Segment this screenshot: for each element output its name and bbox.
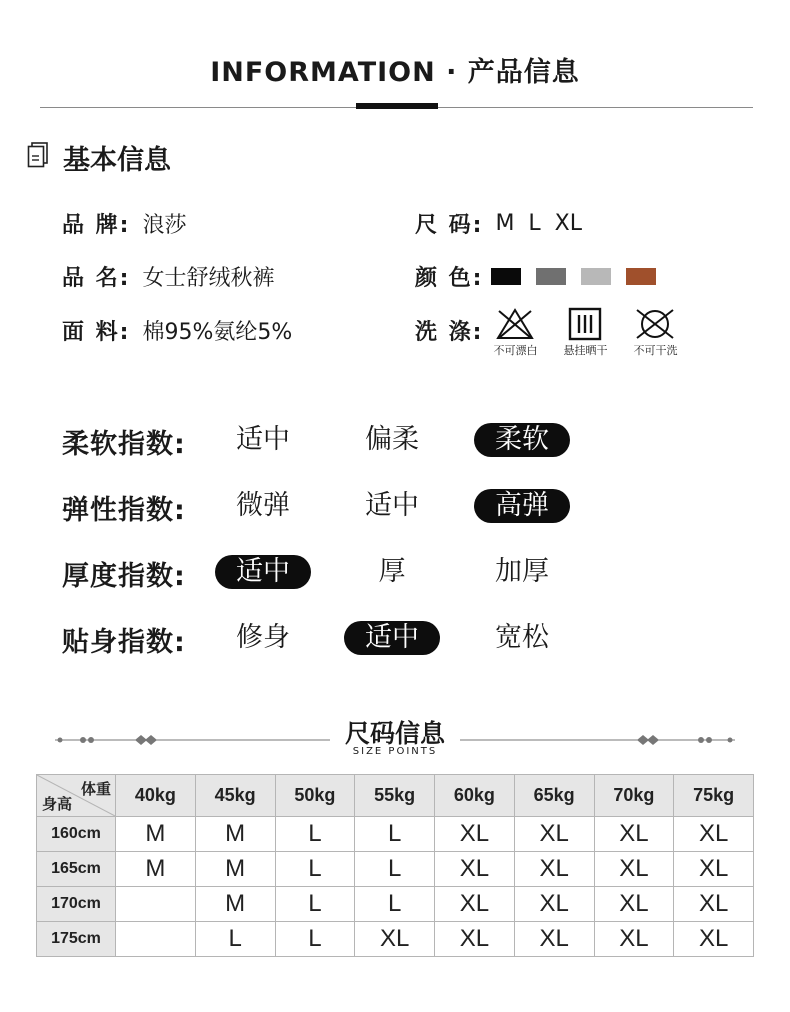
size-cell: XL xyxy=(674,817,754,852)
weight-header: 70kg xyxy=(594,775,674,817)
size-cell: XL xyxy=(594,887,674,922)
brand-value: 浪莎 xyxy=(142,213,187,238)
no-wash-icon xyxy=(634,307,676,341)
material-value: 棉95%氨纶5% xyxy=(142,320,293,345)
size-cell: XL xyxy=(594,922,674,957)
care-label: 不可干洗 xyxy=(633,344,678,357)
no-bleach-icon xyxy=(494,307,536,341)
table-row xyxy=(37,922,754,957)
size-value: M L XL xyxy=(495,211,583,236)
index-option-selected: 高弹 xyxy=(474,489,570,523)
height-cell: 165cm xyxy=(37,852,116,887)
height-cell: 160cm xyxy=(37,817,116,852)
index-option: 适中 xyxy=(365,490,419,521)
color-swatch xyxy=(626,268,656,285)
name-label: 品 名: xyxy=(62,266,131,291)
index-option: 修身 xyxy=(236,622,290,653)
care-label: 悬挂晒干 xyxy=(563,344,608,357)
document-icon xyxy=(27,142,49,168)
size-cell: XL xyxy=(435,817,515,852)
size-cell: M xyxy=(195,887,275,922)
size-cell: L xyxy=(275,887,355,922)
weight-header: 40kg xyxy=(116,775,196,817)
size-cell: XL xyxy=(435,922,515,957)
care-item xyxy=(485,307,545,358)
index-option: 微弹 xyxy=(236,490,290,521)
brand-label: 品 牌: xyxy=(62,213,131,238)
care-label: 不可漂白 xyxy=(493,344,538,357)
wash-row xyxy=(415,315,685,358)
size-cell: XL xyxy=(514,887,594,922)
name-row xyxy=(62,261,274,292)
page-title: INFORMATION · 产品信息 xyxy=(210,57,580,88)
size-cell: XL xyxy=(674,922,754,957)
header-accent-bar xyxy=(356,103,438,109)
size-section-subtitle: SIZE POINTS xyxy=(352,746,438,757)
index-option-selected: 柔软 xyxy=(474,423,570,457)
brand-row xyxy=(62,208,186,239)
index-option: 宽松 xyxy=(495,622,549,653)
weight-header: 50kg xyxy=(275,775,355,817)
size-cell xyxy=(116,887,196,922)
name-value: 女士舒绒秋裤 xyxy=(142,266,275,291)
size-table xyxy=(36,774,754,957)
table-row xyxy=(37,887,754,922)
material-row xyxy=(62,315,292,346)
corner-cell xyxy=(37,775,116,817)
index-label: 柔软指数: xyxy=(62,429,186,460)
size-cell: L xyxy=(355,852,435,887)
color-label: 颜 色: xyxy=(415,266,484,291)
size-cell: XL xyxy=(674,887,754,922)
table-row xyxy=(37,852,754,887)
color-swatch xyxy=(491,268,521,285)
care-item xyxy=(625,307,685,358)
weight-header: 45kg xyxy=(195,775,275,817)
size-section-title: 尺码信息 xyxy=(344,719,445,748)
size-cell: XL xyxy=(355,922,435,957)
size-cell: L xyxy=(355,887,435,922)
size-cell: M xyxy=(116,817,196,852)
height-cell: 175cm xyxy=(37,922,116,957)
size-row xyxy=(415,208,582,239)
size-table-header xyxy=(37,775,754,817)
index-option: 偏柔 xyxy=(365,424,419,455)
index-option-selected: 适中 xyxy=(344,621,440,655)
index-option: 厚 xyxy=(378,556,406,587)
table-row xyxy=(37,817,754,852)
size-cell: XL xyxy=(514,852,594,887)
size-cell: L xyxy=(195,922,275,957)
size-cell: XL xyxy=(514,922,594,957)
index-option: 适中 xyxy=(236,424,290,455)
size-cell: M xyxy=(195,817,275,852)
weight-header: 55kg xyxy=(355,775,435,817)
index-label: 弹性指数: xyxy=(62,495,186,526)
color-swatch xyxy=(536,268,566,285)
size-cell: XL xyxy=(594,817,674,852)
color-swatches xyxy=(491,268,671,285)
size-cell: XL xyxy=(514,817,594,852)
size-cell xyxy=(116,922,196,957)
index-option: 加厚 xyxy=(495,556,549,587)
corner-height: 身高 xyxy=(42,796,73,813)
hang-dry-icon xyxy=(564,307,606,341)
size-label: 尺 码: xyxy=(415,213,484,238)
wash-icons xyxy=(485,307,685,358)
index-option-selected: 适中 xyxy=(215,555,311,589)
size-cell: XL xyxy=(435,887,515,922)
size-cell: L xyxy=(355,817,435,852)
size-cell: L xyxy=(275,852,355,887)
weight-header: 65kg xyxy=(514,775,594,817)
corner-weight: 体重 xyxy=(80,781,111,798)
color-row xyxy=(415,261,671,292)
size-cell: L xyxy=(275,922,355,957)
size-cell: XL xyxy=(435,852,515,887)
height-cell: 170cm xyxy=(37,887,116,922)
color-swatch xyxy=(581,268,611,285)
size-cell: L xyxy=(275,817,355,852)
section-title: 基本信息 xyxy=(63,145,171,176)
size-cell: M xyxy=(116,852,196,887)
size-cell: XL xyxy=(674,852,754,887)
index-label: 厚度指数: xyxy=(62,561,186,592)
material-label: 面 料: xyxy=(62,320,131,345)
weight-header: 75kg xyxy=(674,775,754,817)
size-cell: XL xyxy=(594,852,674,887)
index-label: 贴身指数: xyxy=(62,627,186,658)
weight-header: 60kg xyxy=(435,775,515,817)
wash-label: 洗 涤: xyxy=(415,320,484,345)
care-item xyxy=(555,307,615,358)
size-cell: M xyxy=(195,852,275,887)
